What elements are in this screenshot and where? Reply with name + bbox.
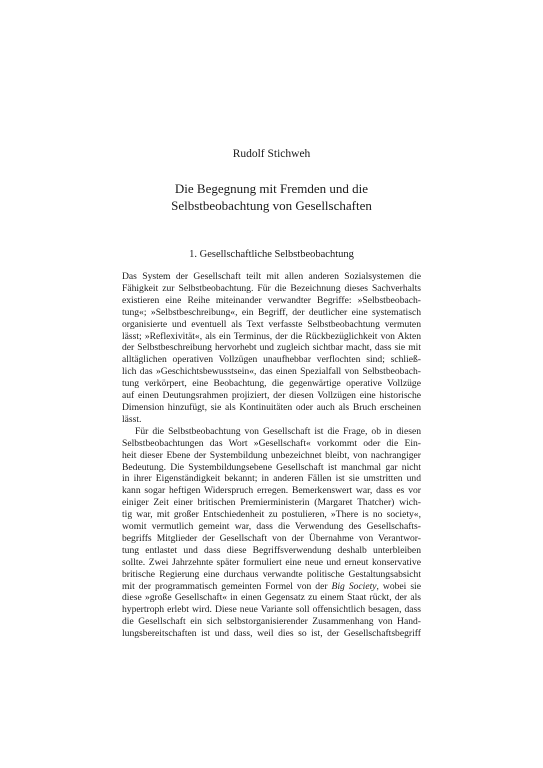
article-title-line: Selbstbeobachtung von Gesellschaften (171, 198, 372, 213)
text-line: Dimension hinzufügt, sie als Kontinuitäten oder auch als Bruch erscheinen (122, 401, 421, 413)
text-line: existieren eine Reihe miteinander verwandter Begriffe: »Selbstbeobach- (122, 294, 421, 306)
text-line: lungsbereitschaften ist und dass, weil dies so ist, der Gesellschaftsbegriff (122, 628, 421, 640)
author-name: Rudolf Stichweh (232, 148, 311, 160)
text-line: tig war, mit großer Entschiedenheit zu postulieren, »There is no society«, (122, 509, 421, 521)
text-line: Selbstbeobachtungen das Wort »Gesellschaft« vorkommt oder die Ein- (122, 437, 421, 449)
text-line: auf einen Deutungsrahmen projiziert, der diesen Vollzügen eine historische (122, 390, 421, 402)
text-line: womit vermutlich gemeint war, dass die Verwendung des Gesellschafts- (122, 521, 421, 533)
text-line: mit der programmatisch gemeinten Formel von der Big Society, wobei sie (122, 580, 421, 592)
text-line: begriffs Mitglieder der Gesellschaft von der Übernahme von Verantwor- (122, 532, 421, 544)
text-line: Das System der Gesellschaft teilt mit allen anderen Sozialsystemen die (122, 271, 421, 282)
text-line: lich das »Geschichtsbewusstsein«, das einen Spezialfall von Selbstbeobach- (122, 366, 421, 378)
text-line: tung verkörpert, eine Beobachtung, die gegenwärtige operative Vollzüge (122, 378, 421, 390)
text-line: tung entlastet und dass diese Begriffsverwendung deshalb unterbleiben (122, 544, 421, 556)
text-line: organisierte und eventuell als Text verfasste Selbstbeobachtung vermuten (122, 318, 421, 330)
article-title-line: Die Begegnung mit Fremden und die (174, 181, 369, 196)
text-line: heit dieser Ebene der Systembildung unbezeichnet bleibt, von nachrangiger (122, 449, 421, 461)
text-line: der Selbstbeschreibung hervorhebt und zugleich sichtbar macht, dass sie mit (122, 342, 421, 354)
text-line: hypertroph erlebt wird. Diese neue Variante soll offensichtlich besagen, dass (122, 604, 421, 616)
text-line: britische Regierung eine durchaus verwandte politische Gestaltungsabsicht (122, 568, 421, 580)
body-text (122, 271, 421, 640)
section-heading: 1. Gesellschaftliche Selbstbeobachtung (189, 249, 354, 260)
text-line: einiger Zeit einer britischen Premierministerin (Margaret Thatcher) wich- (122, 497, 421, 509)
text-line: alltäglichen operativen Vollzügen unaufhebbar verflochten sind; schließ- (122, 354, 421, 366)
text-line: kann sogar heftigen Widerspruch erregen. Bemerkenswert war, dass es vor (122, 485, 421, 497)
text-line: tung«; »Selbstbeschreibung«, ein Begriff, der deutlicher eine systematisch (122, 306, 421, 318)
text-line: Fähigkeit zur Selbstbeobachtung. Für die Bezeichnung dieses Sachverhalts (122, 282, 421, 294)
emphasis: Big Society (331, 580, 377, 592)
text-line: lässt; »Reflexivität«, als ein Terminus, der die Rückbezüglichkeit von Akten (122, 330, 421, 342)
text-line: diese »große Gesellschaft« in einen Gegensatz zu einem Staat rückt, der als (122, 592, 421, 604)
text-line: die Gesellschaft ein sich selbstorganisierender Zusammenhang von Hand- (122, 616, 421, 628)
paragraph-2 (122, 426, 421, 640)
text-line: Bedeutung. Die Systembildungsebene Gesellschaft ist manchmal gar nicht (122, 461, 421, 473)
text-line: lässt. (122, 413, 142, 425)
text-line: Für die Selbstbeobachtung von Gesellschaft ist die Frage, ob in diesen (135, 425, 421, 437)
text-line: sollte. Zwei Jahrzehnte später formuliert eine neue und erneut konservative (122, 556, 421, 568)
text-line: in ihrer Eigenständigkeit bekannt; in anderen Fällen ist sie umstritten und (122, 473, 421, 485)
paragraph-1 (122, 271, 421, 426)
article-title (0, 180, 543, 214)
